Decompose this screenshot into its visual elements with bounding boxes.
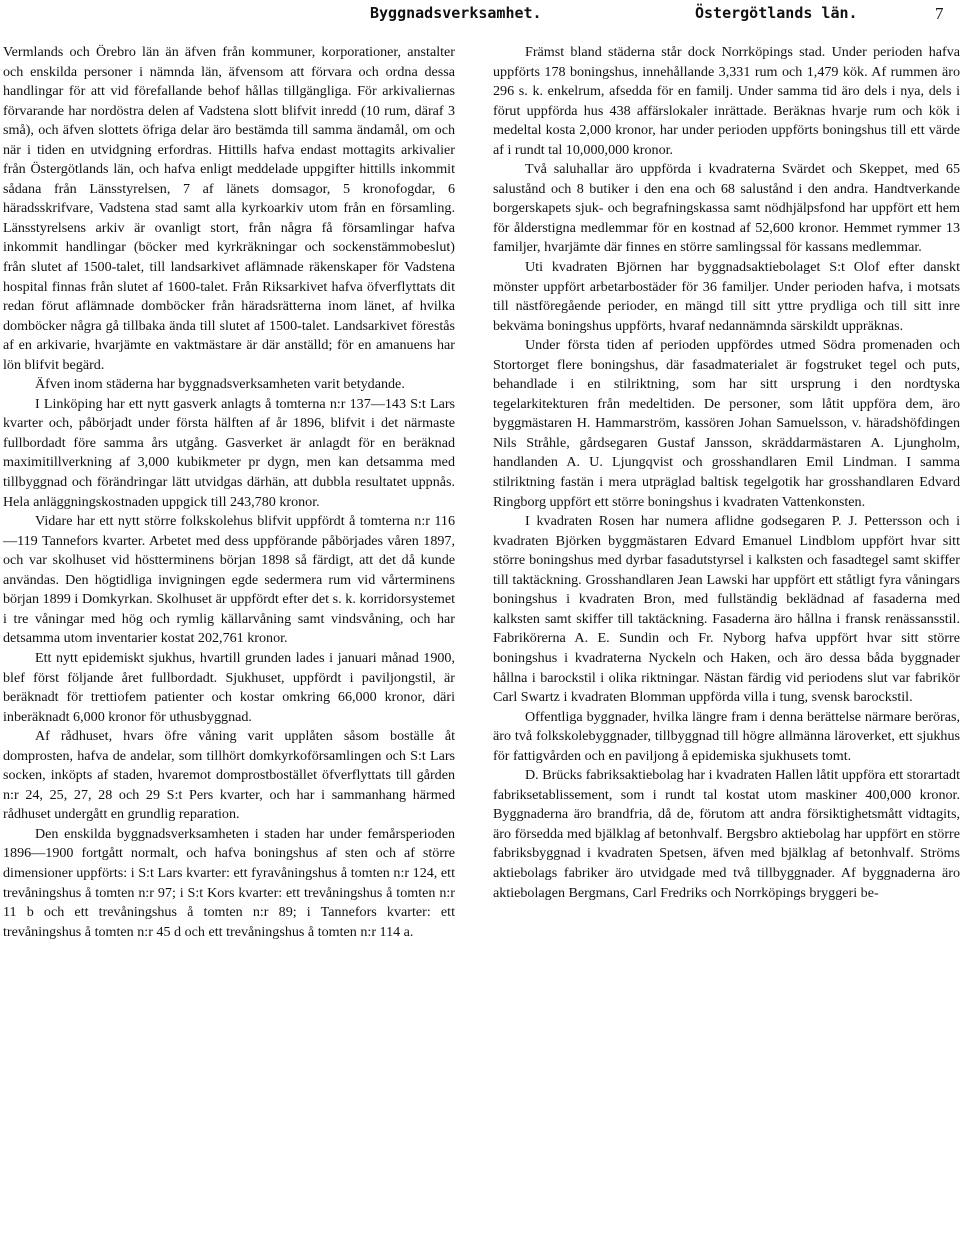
paragraph: Den enskilda byggnadsverksamheten i staden har under femårsperioden 1896—1900 fortgått normalt, och hafva boningshus af sten och af större dimensioner uppförts: i S:t Lars kvarter: ett fyravåningshus å tomten n:r 124, ett trevåningshus å tomten n:r 97; i S:t Kors kvarter: ett trevåningshus å tomten n:r 11 b och ett trevåningshus å tomten n:r 89; i Tannefors kvarter: ett trevåningshus å tomten n:r 45 d och ett trevåningshus å tomten n:r 114 a. xyxy=(3,825,455,940)
paragraph: I Linköping har ett nytt gasverk anlagts å tomterna n:r 137—143 S:t Lars kvarter och, påbörjadt under första hälften af år 1896, blifvit i det närmaste fullbordadt före samma års utgång. Gasverket är anlagdt för en beräknad maximitillverkning af 3,000 kubikmeter pr dygn, men kan detsamma med tillbyggnad och förändringar lätt utvidgas därhän, att dubbla resultatet uppnås. Hela anläggningskostnaden uppgick till 243,780 kronor. xyxy=(3,395,455,510)
paragraph: Vidare har ett nytt större folkskolehus blifvit uppfördt å tomterna n:r 116—119 Tannefors kvarter. Arbetet med dess uppförande påbörjades våren 1897, och var skolhuset vid höstterminens början 1898 så färdigt, att det då kunde användas. Den högtidliga invigningen egde sedermera rum vid vårterminens början 1899 i Domkyrkan. Skolhuset är uppfördt efter det s. k. korridorsystemet i tre våningar med hög och rymlig källarvåning samt vindsvåning, och har detsamma utom inventarier kostat 202,761 kronor. xyxy=(3,513,455,647)
header-left-title: Byggnadsverksamhet. xyxy=(370,4,542,22)
paragraph: Äfven inom städerna har byggnadsverksamheten varit betydande. xyxy=(35,376,405,393)
paragraph: Främst bland städerna står dock Norrköpings stad. Under perioden hafva uppförts 178 boningshus, innehållande 3,331 rum och 1,479 kök. Af rummen äro 296 s. k. enkelrum, afsedda för en familj. Under samma tid äro dels i nya, dels i förut uppförda hus 438 affärslokaler inrättade. Beräknas hvarje rum och kök i medeltal kosta 2,000 kronor, har under perioden uppförts boningshus till ett värde af i rundt tal 10,000,000 kronor. xyxy=(493,44,960,158)
paragraph: Af rådhuset, hvars öfre våning varit upplåten såsom boställe åt domprosten, hafva de andelar, som tillhört domkyrkoförsamlingen och S:t Lars socken, inköpts af staden, hvaremot domprostbostället öfverflyttats till gården n:r 24, 25, 27, 28 och 29 S:t Pers kvarter, och har i sammanhang härmed rådhuset undergått en grundlig reparation. xyxy=(3,728,455,823)
paragraph: D. Brücks fabriksaktiebolag har i kvadraten Hallen låtit uppföra ett storartadt fabriksetablissement, som i rundt tal kostat utom maskiner 400,000 kronor. Byggnaderna äro brandfria, då de, förutom att andra försiktighetsmått vidtagits, äro försedda med bjälklag af betonhvalf. Bergsbro aktiebolag har uppfört en större fabriksbyggnad i kvadraten Spetsen, äfven med bjälklag af betonhvalf. Ströms aktiebolags fabriker äro utvidgade med två tillbyggnader. Af byggnaderna äro aktiebolagen Bergmans, Carl Fredriks och Norrköpings bryggeri be- xyxy=(493,767,960,901)
left-column xyxy=(3,43,455,942)
paragraph: Offentliga byggnader, hvilka längre fram i denna berättelse närmare beröras, äro två folkskolebyggnader, tillbyggnad till högre allmänna läroverket, ett sjukhus för fattigvården och en paviljong å epidemiska sjukhusets tomt. xyxy=(493,708,960,764)
paragraph: Under första tiden af perioden uppfördes utmed Södra promenaden och Stortorget flere boningshus, där fasadmaterialet är fogstruket tegel och puts, behandlade i en stilriktning, som har sitt ursprung i den nordtyska tegelarkitekturen från medeltiden. De personer, som låtit uppföra dem, äro byggmästaren H. Hammarström, kassören Johan Samuelsson, v. häradshöfdingen Nils Stråhle, gårdsegaren Gustaf Jansson, skräddarmästaren A. Ljungholm, handlanden A. U. Ljungqvist och grosshandlaren Emil Lindman. I samma stilriktning fastän i mera utpräglad baltisk tegelgotik har grosshandlaren Edvard Ringborg uppfört ett större boningshus i kvadraten Vattenkonsten. xyxy=(493,337,960,510)
paragraph: Två saluhallar äro uppförda i kvadraterna Svärdet och Skeppet, med 65 salustånd och 8 butiker i den ena och 68 salustånd i den andra. Handtverkande borgerskapets sjuk- och begrafningskassa samt nödhjälpsfond har uppfört ett hem för ålderstigna medlemmar för en kostnad af 52,600 kronor. Hemmet rymmer 13 familjer, hvarjämte där finnes en större samlingssal för kassans medlemmar. xyxy=(493,161,960,256)
page-number: 7 xyxy=(935,4,944,23)
paragraph: I kvadraten Rosen har numera aflidne godsegaren P. J. Pettersson och i kvadraten Björken byggmästaren Edvard Emanuel Lindblom uppfört hvar sitt större boningshus med dyrbar fasadutstyrsel i kalksten och fasadtegel samt skiffer till taktäckning. Grosshandlaren Jean Lawski har uppfört ett ståtligt fyra våningars boningshus i kvadraten Bron, med fullständig beklädnad af fasaderna med kalksten samt skiffer till taktäckning. Fasaderna äro hållna i fransk renässansstil. Fabrikörerna A. E. Sundin och Fr. Nyborg hafva uppfört hvar sitt större boningshus i kvadraterna Nyckeln och Haken, och äro dessa båda byggnader hållna i barockstil i olika riktningar. Nästan färdig vid periodens slut var fabrikör Carl Swartz i kvadraten Blomman uppförda villa i tung, svensk barockstil. xyxy=(493,513,960,706)
paragraph: Vermlands och Örebro län än äfven från kommuner, korporationer, anstalter och enskilda personer i nämnda län, äfvensom att förvara och ordna dessa handlingar för att vid förefallande behof hållas tillgängliga. För arkivaliernas förvarande har nordöstra delen af Vadstena slott blifvit inredd (10 rum, däraf 3 små), och äfven slottets öfriga delar äro bestämda till samma ändamål, om och när i tiden en utvidgning erfordras. Hittills hafva endast mottagits arkivalier från Östergötlands län, och hafva enligt meddelade uppgifter hittills inkommit sådana från Länsstyrelsen, 7 af länets domsagor, 5 kronofogdar, 6 häradsskrifvare, Vadstena stad samt alla kyrkoarkiv utom från en församling. Länsstyrelsens arkiv är ovanligt stort, från några få församlingar hafva inkommit handlingar (böcker med kyrkräkningar och sockenstämmobeslut) från slutet af 1500-talet, till landsarkivet aflämnade räkenskaper för Vadstena hospital finnas från slutet af 1600-talet. Från Riksarkivet hafva öfverflyttats dit redan förut aflämnade domböcker från häradsrätterna inom länet, af hvilka domböcker några gå tillbaka ända till slutet af 1500-talet. Landsarkivet förestås af en arkivarie, hvarjämte en vaktmästare är där anställd; för en amanuens har lön blifvit begärd. xyxy=(3,44,455,373)
header-right-title: Östergötlands län. xyxy=(695,4,858,22)
running-header xyxy=(0,4,960,30)
right-column xyxy=(493,43,960,903)
paragraph: Uti kvadraten Björnen har byggnadsaktiebolaget S:t Olof efter danskt mönster uppfört arbetarbostäder för 36 familjer. Under perioden hafva, i motsats till nästföregående perioder, en mängd till sitt yttre prydliga och till sitt inre bekväma boningshus uppförts, hvaraf nedannämnda särskildt uppräknas. xyxy=(493,259,960,334)
paragraph: Ett nytt epidemiskt sjukhus, hvartill grunden lades i januari månad 1900, blef först följande året fullbordadt. Sjukhuset, uppfördt i paviljongstil, är beräknadt för trettiofem patienter och kostar omkring 66,000 kronor, däri inberäknadt 6,000 kronor för uthusbyggnad. xyxy=(3,649,455,725)
